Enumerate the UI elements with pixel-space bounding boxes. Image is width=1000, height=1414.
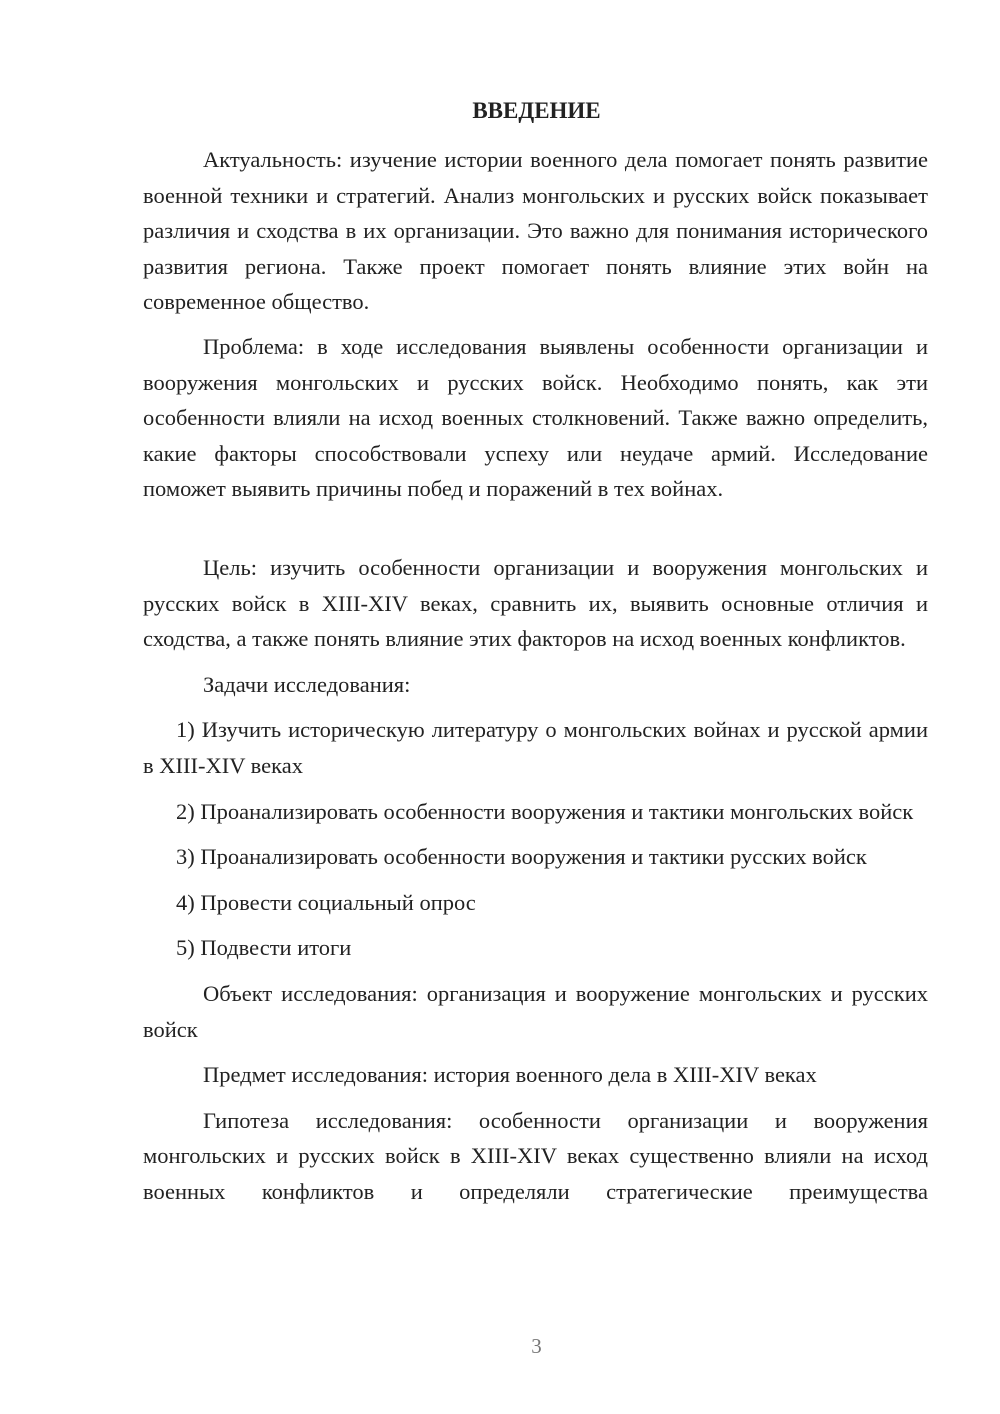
body-text: [143, 550, 928, 1210]
relevance-paragraph: Актуальность: изучение истории военного дела помогает понять развитие военной техники и стратегий. Анализ монгольских и русских войск показывает различия и сходства в их организации. Это важно для понимания исторического развития региона. Также проект помогает понять влияние этих войн на современное общество.: [143, 147, 928, 315]
hypothesis-paragraph: Гипотеза исследования: особенности организации и вооружения монгольских и русских войск в XIII-XIV веках существенно влияли на исход военных конфликтов и определяли стратегические преимущества: [143, 1107, 928, 1204]
goal-paragraph: Цель: изучить особенности организации и вооружения монгольских и русских войск в XIII-XIV веках, сравнить их, выявить основные отличия и сходства, а также понять влияние этих факторов на исход военных конфликтов.: [143, 555, 928, 652]
task-item-1: 1) Изучить историческую литературу о монгольских войнах и русской армии в XIII-XIV веках: [143, 717, 928, 778]
section-heading: ВВЕДЕНИЕ: [472, 98, 601, 123]
body-text: [143, 329, 928, 507]
subject-paragraph: Предмет исследования: история военного дела в XIII-XIV веках: [203, 1062, 817, 1088]
object-paragraph: Объект исследования: организация и вооружение монгольских и русских войск: [143, 980, 928, 1042]
page-number: 3: [531, 1334, 542, 1358]
body-text: [143, 142, 928, 320]
task-item-4: 4) Провести социальный опрос: [176, 889, 476, 915]
task-item-3: 3) Проанализировать особенности вооружения и тактики русских войск: [176, 844, 867, 870]
tasks-heading: Задачи исследования:: [203, 671, 411, 697]
task-item-5: 5) Подвести итоги: [176, 935, 352, 961]
task-item-2: 2) Проанализировать особенности вооружения и тактики монгольских войск: [176, 798, 914, 824]
problem-paragraph: Проблема: в ходе исследования выявлены особенности организации и вооружения монгольских и русских войск. Необходимо понять, как эти особенности влияли на исход военных столкновений. Также важно определить, какие факторы способствовали успеху или неудаче армий. Исследование поможет выявить причины побед и поражений в тех войнах.: [143, 334, 928, 502]
